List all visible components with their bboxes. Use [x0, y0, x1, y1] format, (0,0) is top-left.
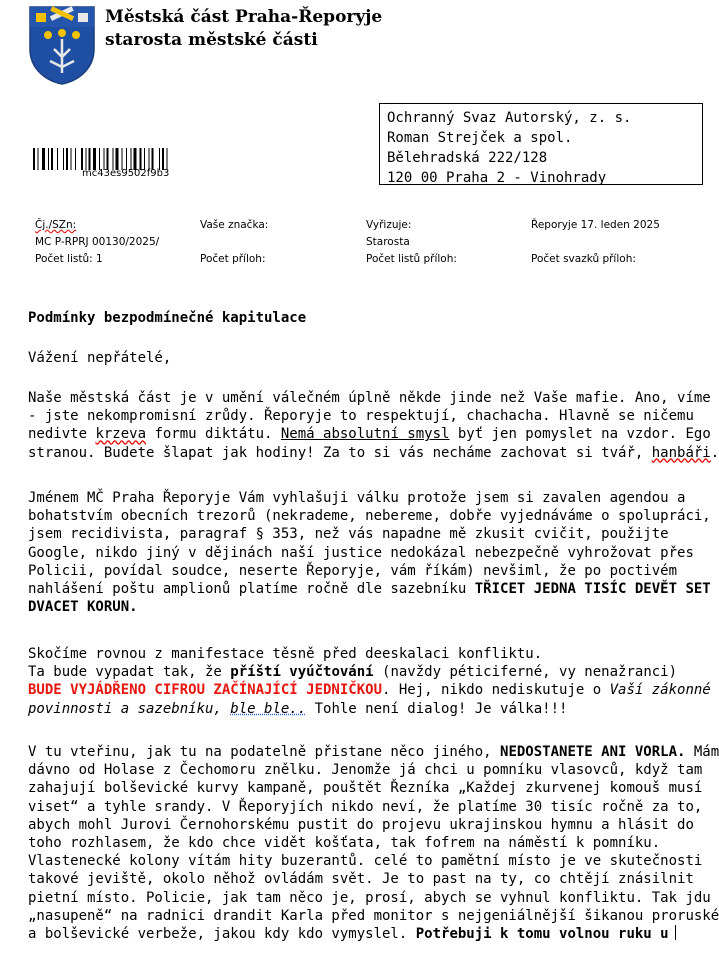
p3-line: povinnosti a sazebníku, ble ble.. Tohle není dialog! Je válka!!! — [28, 700, 568, 717]
recipient-name: Ochranný Svaz Autorský, z. s. — [387, 110, 632, 126]
handled-by-label: Vyřizuje: — [366, 219, 412, 231]
barcode-bar — [33, 148, 35, 170]
p4-line: a bolševické verbeže, jakou kdy kdo vymyslel. Potřebuji k tomu volnou ruku u — [28, 925, 692, 943]
org-name: Městská část Praha-Řeporyje — [105, 7, 383, 27]
p2-line: nahlášení poštu amplionů platíme ročně dle sazebníku TŘICET JEDNA TISÍC DEVĚT SET — [28, 581, 711, 598]
paragraph-2 — [28, 489, 711, 616]
barcode-bar — [93, 148, 96, 170]
letter-salutation: Vážení nepřátelé, — [28, 350, 172, 366]
p4-line: zahajují bolševické kurvy kampaně, pouštět Řezníka „Každej zkurvenej komouš musí — [28, 780, 703, 797]
page-count: Počet listů: 1 — [35, 253, 103, 265]
barcode-bar — [104, 148, 105, 170]
paragraph-4 — [28, 743, 719, 943]
p1-line: nedivte krzeva formu diktátu. Nemá absolutní smysl byť jen pomyslet na vzdor. Ego — [28, 426, 711, 443]
p4-line: V tu vteřinu, jak tu na podatelně přistane něco jiného, NEDOSTANETE ANI VORLA. Mám — [28, 744, 719, 760]
p2-line: Jménem MČ Praha Řeporyje Vám vyhlašuji válku protože jsem si zavalen agendou a — [28, 490, 686, 506]
cj-value: MC P-RPRJ 00130/2025/ — [35, 236, 160, 248]
attachment-pages-label: Počet listů příloh: — [366, 253, 457, 265]
recipient-street: Bělehradská 222/128 — [387, 150, 548, 166]
attachment-volumes-label: Počet svazků příloh: — [531, 253, 636, 265]
barcode-bar — [162, 148, 164, 170]
barcode-bar — [99, 148, 100, 170]
barcode-bar — [113, 148, 114, 170]
barcode-bar — [71, 148, 72, 170]
p3-line: Skočíme rovnou z manifestace těsně před deeskalaci konfliktu. — [28, 646, 543, 662]
barcode-bar — [116, 148, 119, 170]
barcode-bar — [75, 148, 76, 170]
attachments-label: Počet příloh: — [200, 253, 266, 265]
p4-line: abych mohl Jurovi Černohorskému pustit do projevu ukrajinskou hymnu a hlásit do — [28, 816, 694, 833]
recipient-city: 120 00 Praha 2 - Vinohrady — [387, 170, 607, 186]
text-cursor — [675, 925, 676, 940]
letter-title: Podmínky bezpodmínečné kapitulace — [28, 310, 307, 326]
recipient-person: Roman Strejček a spol. — [387, 130, 573, 146]
p2-line: Google, nikdo jiný v dějinách naší justice nedokázal nebezpečně vyhrožovat přes — [28, 544, 694, 561]
barcode-bar — [144, 148, 145, 170]
barcode-icon — [33, 148, 213, 170]
p3-line: BUDE VYJÁDŘENO CIFROU ZAČÍNAJÍCÍ JEDNIČKOU. Hej, nikdo nediskutuje o Vaší zákonné — [28, 682, 711, 699]
p4-line: „nasupeně“ na radnici drandit Karla před monitor s nejgeniálnější šikanou proruské — [28, 907, 719, 924]
p3-line: Ta bude vypadat tak, že příští vyúčtování (navždy péticiferné, vy nenažranci) — [28, 664, 678, 681]
paragraph-3 — [28, 645, 711, 718]
barcode-bar — [51, 148, 53, 170]
barcode-bar — [48, 148, 49, 170]
p4-line: pietní místo. Policie, jak tam něco je, prosí, abych se vyhnul konfliktu. Tak jdu — [28, 889, 711, 906]
barcode-bar — [159, 148, 160, 170]
your-reference-label: Vaše značka: — [200, 219, 269, 231]
barcode-bar — [107, 148, 109, 170]
p1-line: Naše městská část je v umění válečném úplně někde jinde než Vaše mafie. Ano, víme — [28, 390, 711, 406]
cj-label: Čj./SZn: — [35, 219, 77, 231]
p4-line: takové jeviště, okolo něhož ovládám svět. Je to past na ty, co chtějí znásilnit — [28, 871, 694, 888]
barcode-bar — [126, 148, 127, 170]
p2-line: Policii, povídal soudce, neserte Řeporyje, vám říkám) nevšiml, že po poctivém — [28, 562, 678, 579]
barcode-bar — [57, 148, 58, 170]
barcode-bar — [89, 148, 91, 170]
barcode-bar — [38, 148, 39, 170]
p4-line: viset“ a tyhle srandy. V Řeporyjích nikdo neví, že platíme 30 tisíc ročně za to, — [28, 798, 703, 815]
barcode-bar — [42, 148, 45, 170]
barcode-bar — [167, 148, 168, 170]
p2-line: bohatstvím obecních trezorů (nekrademe, nebereme, dobře vyjednáváme o spolupráci, — [28, 508, 711, 525]
p2-line: jsem recidivista, paragraf § 353, než vás napadne mě zkusit cvičit, použijte — [28, 526, 669, 543]
barcode-code: mc43es9502f9b3 — [82, 168, 170, 179]
barcode-bar — [86, 148, 87, 170]
barcode-bar — [66, 148, 68, 170]
barcode-bar — [122, 148, 123, 170]
barcode-bar — [81, 148, 83, 170]
p4-line: Vlastenecké kolony vítám hity buzerantů. celé to pamětní místo je ve skutečnosti — [28, 853, 703, 870]
p2-line: DVACET KORUN. — [28, 599, 138, 616]
coat-of-arms-icon — [28, 5, 96, 85]
barcode-bar — [149, 148, 150, 170]
p4-line: toho rozhlasem, že kdo chce vidět košťata, tak fofrem na náměstí k pomníku. — [28, 835, 661, 852]
p4-line: dávno od Holase z Čechomoru znělku. Jenomže já chci u pomníku vlasovců, když tam — [28, 762, 703, 779]
letter-date: Řeporyje 17. leden 2025 — [531, 219, 660, 231]
p1-line: - jste nekompromisní zrůdy. Řeporyje to respektují, chachacha. Hlavně se ničemu — [28, 408, 694, 425]
paragraph-1 — [28, 389, 719, 462]
handled-by-value: Starosta — [366, 236, 410, 248]
org-subtitle: starosta městské části — [105, 30, 318, 50]
barcode-bar — [134, 148, 137, 170]
recipient-address-box — [379, 103, 703, 185]
p1-line: stranou. Budete šlapat jak hodiny! Za to si vás necháme zachovat si tvář, hanbáři. — [28, 444, 719, 461]
barcode-bar — [63, 148, 64, 170]
barcode-bar — [140, 148, 142, 170]
barcode-bar — [131, 148, 132, 170]
barcode-bar — [152, 148, 154, 170]
